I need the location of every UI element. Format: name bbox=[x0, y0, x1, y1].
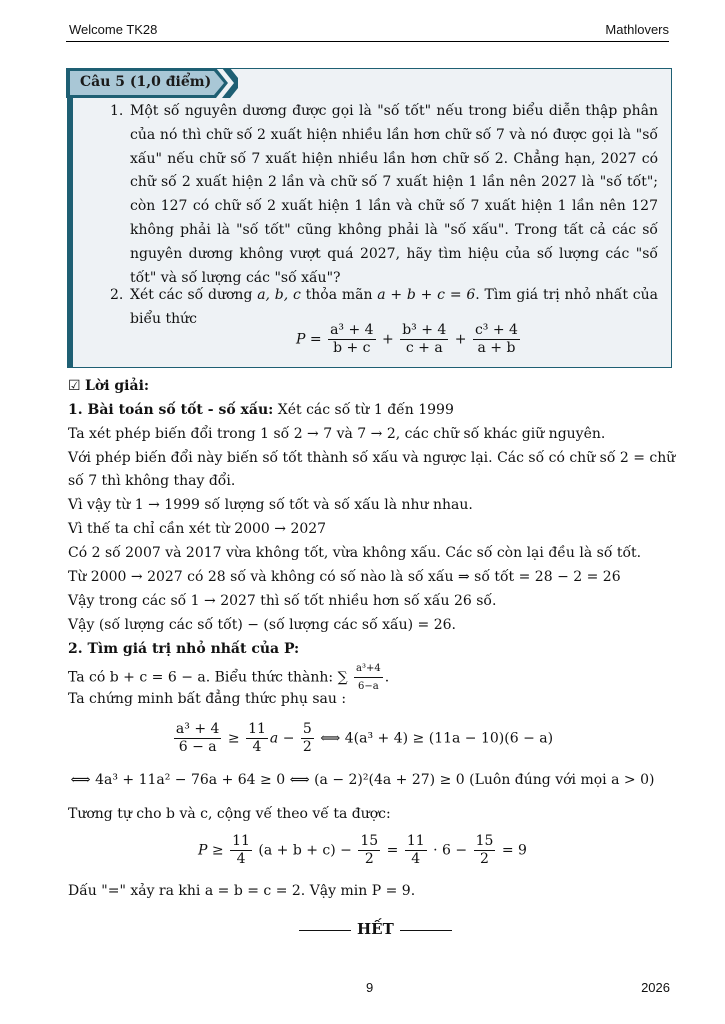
item-2-number: 2. bbox=[110, 287, 124, 303]
item-2-text: Xét các số dương a, b, c thỏa mãn a + b + c = 6. Tìm giá trị nhỏ nhất của biểu thức bbox=[130, 287, 659, 327]
solution-line-6: Từ 2000 → 2027 có 28 số và không có số nào là số xấu ⇒ số tốt = 28 − 2 = 26 bbox=[68, 569, 621, 585]
page-number: 9 bbox=[366, 980, 374, 995]
part-1-title: 1. Bài toán số tốt - số xấu: Xét các số từ 1 đến 1999 bbox=[68, 402, 454, 418]
part-2-title: 2. Tìm giá trị nhỏ nhất của P: bbox=[68, 641, 300, 657]
part-2-line-3: Tương tự cho b và c, cộng vế theo vế ta được: bbox=[68, 806, 391, 822]
item-1-text: Một số nguyên dương được gọi là "số tốt" nếu trong biểu diễn thập phân của nó thì chữ số 2 xuất hiện nhiều lần hơn chữ số 7 và nó được gọi là "số xấu" nếu chữ số 7 xuất hiện nhiều lần hơn chữ số 2. Chẳng hạn, 2027 có chữ số 2 xuất hiện 2 lần và chữ số 7 xuất hiện 1 lần nên 2027 là "số tốt"; còn 127 có chữ số 2 xuất hiện 1 lần và chữ số 7 xuất hiện 1 lần nên 127 không phải là "số tốt" cũng không phải là "số xấu". Trong tất cả các số nguyên dương không vượt quá 2027, hãy tìm hiệu của số lượng các "số tốt" và số lượng các "số xấu"? bbox=[130, 103, 658, 286]
solution-heading: ☑ Lời giải: bbox=[68, 378, 150, 394]
equation-3: P ≥ $\frac{11}{4}$ (a + b + c) − $\frac{15}{2}$ = $\frac{11}{4}$ · 6 − $\frac{15}{2}$ = 9 bbox=[198, 833, 527, 867]
footer-year: 2026 bbox=[641, 980, 670, 995]
problem-tag bbox=[66, 68, 226, 98]
solution-line-2: Với phép biến đổi này biến số tốt thành số xấu và ngược lại. Các số có chữ số 2 = chữ số 7 thì không thay đổi. bbox=[68, 450, 676, 489]
solution-line-3: Vì vậy từ 1 → 1999 số lượng số tốt và số xấu là như nhau. bbox=[68, 497, 473, 513]
solution-line-4: Vì thế ta chỉ cần xét từ 2000 → 2027 bbox=[68, 521, 327, 537]
part-2-line-1: Ta có b + c = 6 − a. Biểu thức thành: ∑ $\frac{\text{a³+4}}{6-a}$ . bbox=[68, 660, 676, 695]
item-1-number: 1. bbox=[110, 103, 124, 119]
solution-line-8: Vậy (số lượng các số tốt) − (số lượng các số xấu) = 26. bbox=[68, 617, 456, 633]
header-left-title: Welcome TK28 bbox=[69, 22, 158, 37]
solution-line-7: Vậy trong các số 1 → 2027 thì số tốt nhiều hơn số xấu 26 số. bbox=[68, 593, 497, 609]
equation-2: ⟺ 4a³ + 11a² − 76a + 64 ≥ 0 ⟺ (a − 2)²(4a + 27) ≥ 0 (Luôn đúng với mọi a > 0) bbox=[70, 772, 655, 788]
formula-P: P = $\frac{\text{a³ + 4}}{b + c}$ + $\frac{\text{b³ + 4}}{c + a}$ + $\frac{\text{c³ + 4}}{a + b}$ bbox=[296, 322, 518, 356]
solution-line-5: Có 2 số 2007 và 2017 vừa không tốt, vừa không xấu. Các số còn lại đều là số tốt. bbox=[68, 545, 642, 561]
end-marker: HẾT bbox=[293, 920, 458, 938]
header-right-title: Mathlovers bbox=[605, 22, 669, 37]
problem-tag-label: Câu 5 (1,0 điểm) bbox=[80, 74, 212, 90]
checkbox-icon: ☑ bbox=[68, 378, 81, 394]
header-divider bbox=[66, 41, 669, 42]
solution-line-1: Ta xét phép biến đổi trong 1 số 2 → 7 và 7 → 2, các chữ số khác giữ nguyên. bbox=[68, 426, 606, 442]
part-2-line-4: Dấu "=" xảy ra khi a = b = c = 2. Vậy min P = 9. bbox=[68, 883, 416, 899]
problem-item-1 bbox=[110, 100, 658, 290]
equation-1: $\frac{\text{a³ + 4}}{6 - a}$ ≥ $\frac{11}{4}$ a − $\frac{5}{2}$ ⟺ 4(a³ + 4) ≥ (11a − 10)(6 − a) bbox=[175, 721, 554, 755]
part-2-line-2: Ta chứng minh bất đẳng thức phụ sau : bbox=[68, 691, 347, 707]
